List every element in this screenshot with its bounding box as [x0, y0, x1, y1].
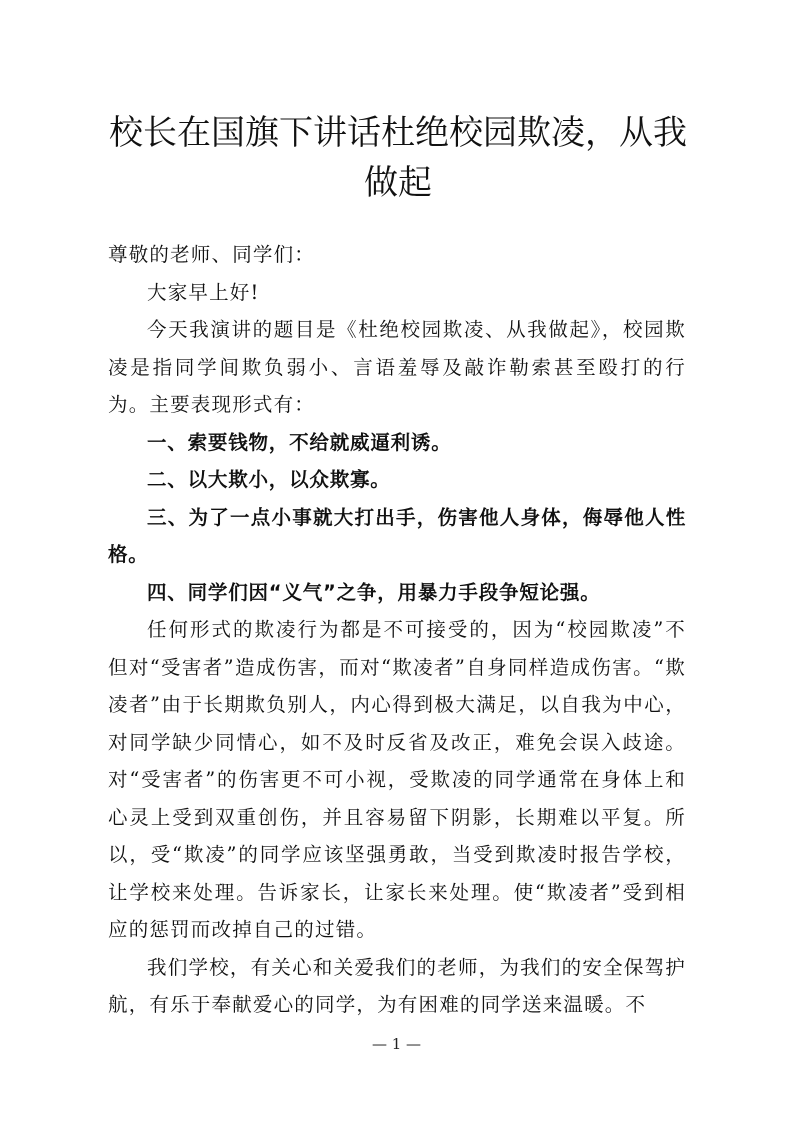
paragraph-intro: 今天我演讲的题目是《杜绝校园欺凌、从我做起》，校园欺凌是指同学间欺负弱小、言语羞辱及敲诈勒索甚至殴打的行为。主要表现形式有：	[108, 318, 686, 416]
paragraph-point-2: 二、以大欺小，以众欺寡。	[147, 468, 391, 491]
paragraph-good-morning: 大家早上好!	[147, 280, 260, 304]
document-title: 校长在国旗下讲话杜绝校园欺凌，从我做起	[109, 113, 687, 203]
paragraph-greeting: 尊敬的老师、同学们：	[108, 243, 316, 266]
paragraph-point-3: 三、为了一点小事就大打出手，伤害他人身体，侮辱他人性格。	[108, 505, 686, 566]
paragraph-our-school: 我们学校，有关心和关爱我们的老师，为我们的安全保驾护航，有乐于奉献爱心的同学，为有困难的同学送来温暖。不	[108, 955, 686, 1016]
paragraph-harm: 任何形式的欺凌行为都是不可接受的，因为“校园欺凌”不但对“受害者”造成伤害，而对“欺凌者”自身同样造成伤害。“欺凌者”由于长期欺负别人，内心得到极大满足，以自我为中心，对同学缺少同情心，如不及时反省及改正，难免会误入歧途。对“受害者”的伤害更不可小视，受欺凌的同学通常在身体上和心灵上受到双重创伤，并且容易留下阴影，长期难以平复。所以，受“欺凌”的同学应该坚强勇敢，当受到欺凌时报告学校，让学校来处理。告诉家长，让家长来处理。使“欺凌者”受到相应的惩罚而改掉自己的过错。	[108, 618, 686, 941]
paragraph-point-1: 一、索要钱物，不给就威逼利诱。	[147, 430, 452, 454]
paragraph-point-4: 四、同学们因“义气”之争，用暴力手段争短论强。	[147, 580, 601, 604]
page-number: — 1 —	[371, 1035, 422, 1053]
document-body	[108, 236, 686, 1024]
